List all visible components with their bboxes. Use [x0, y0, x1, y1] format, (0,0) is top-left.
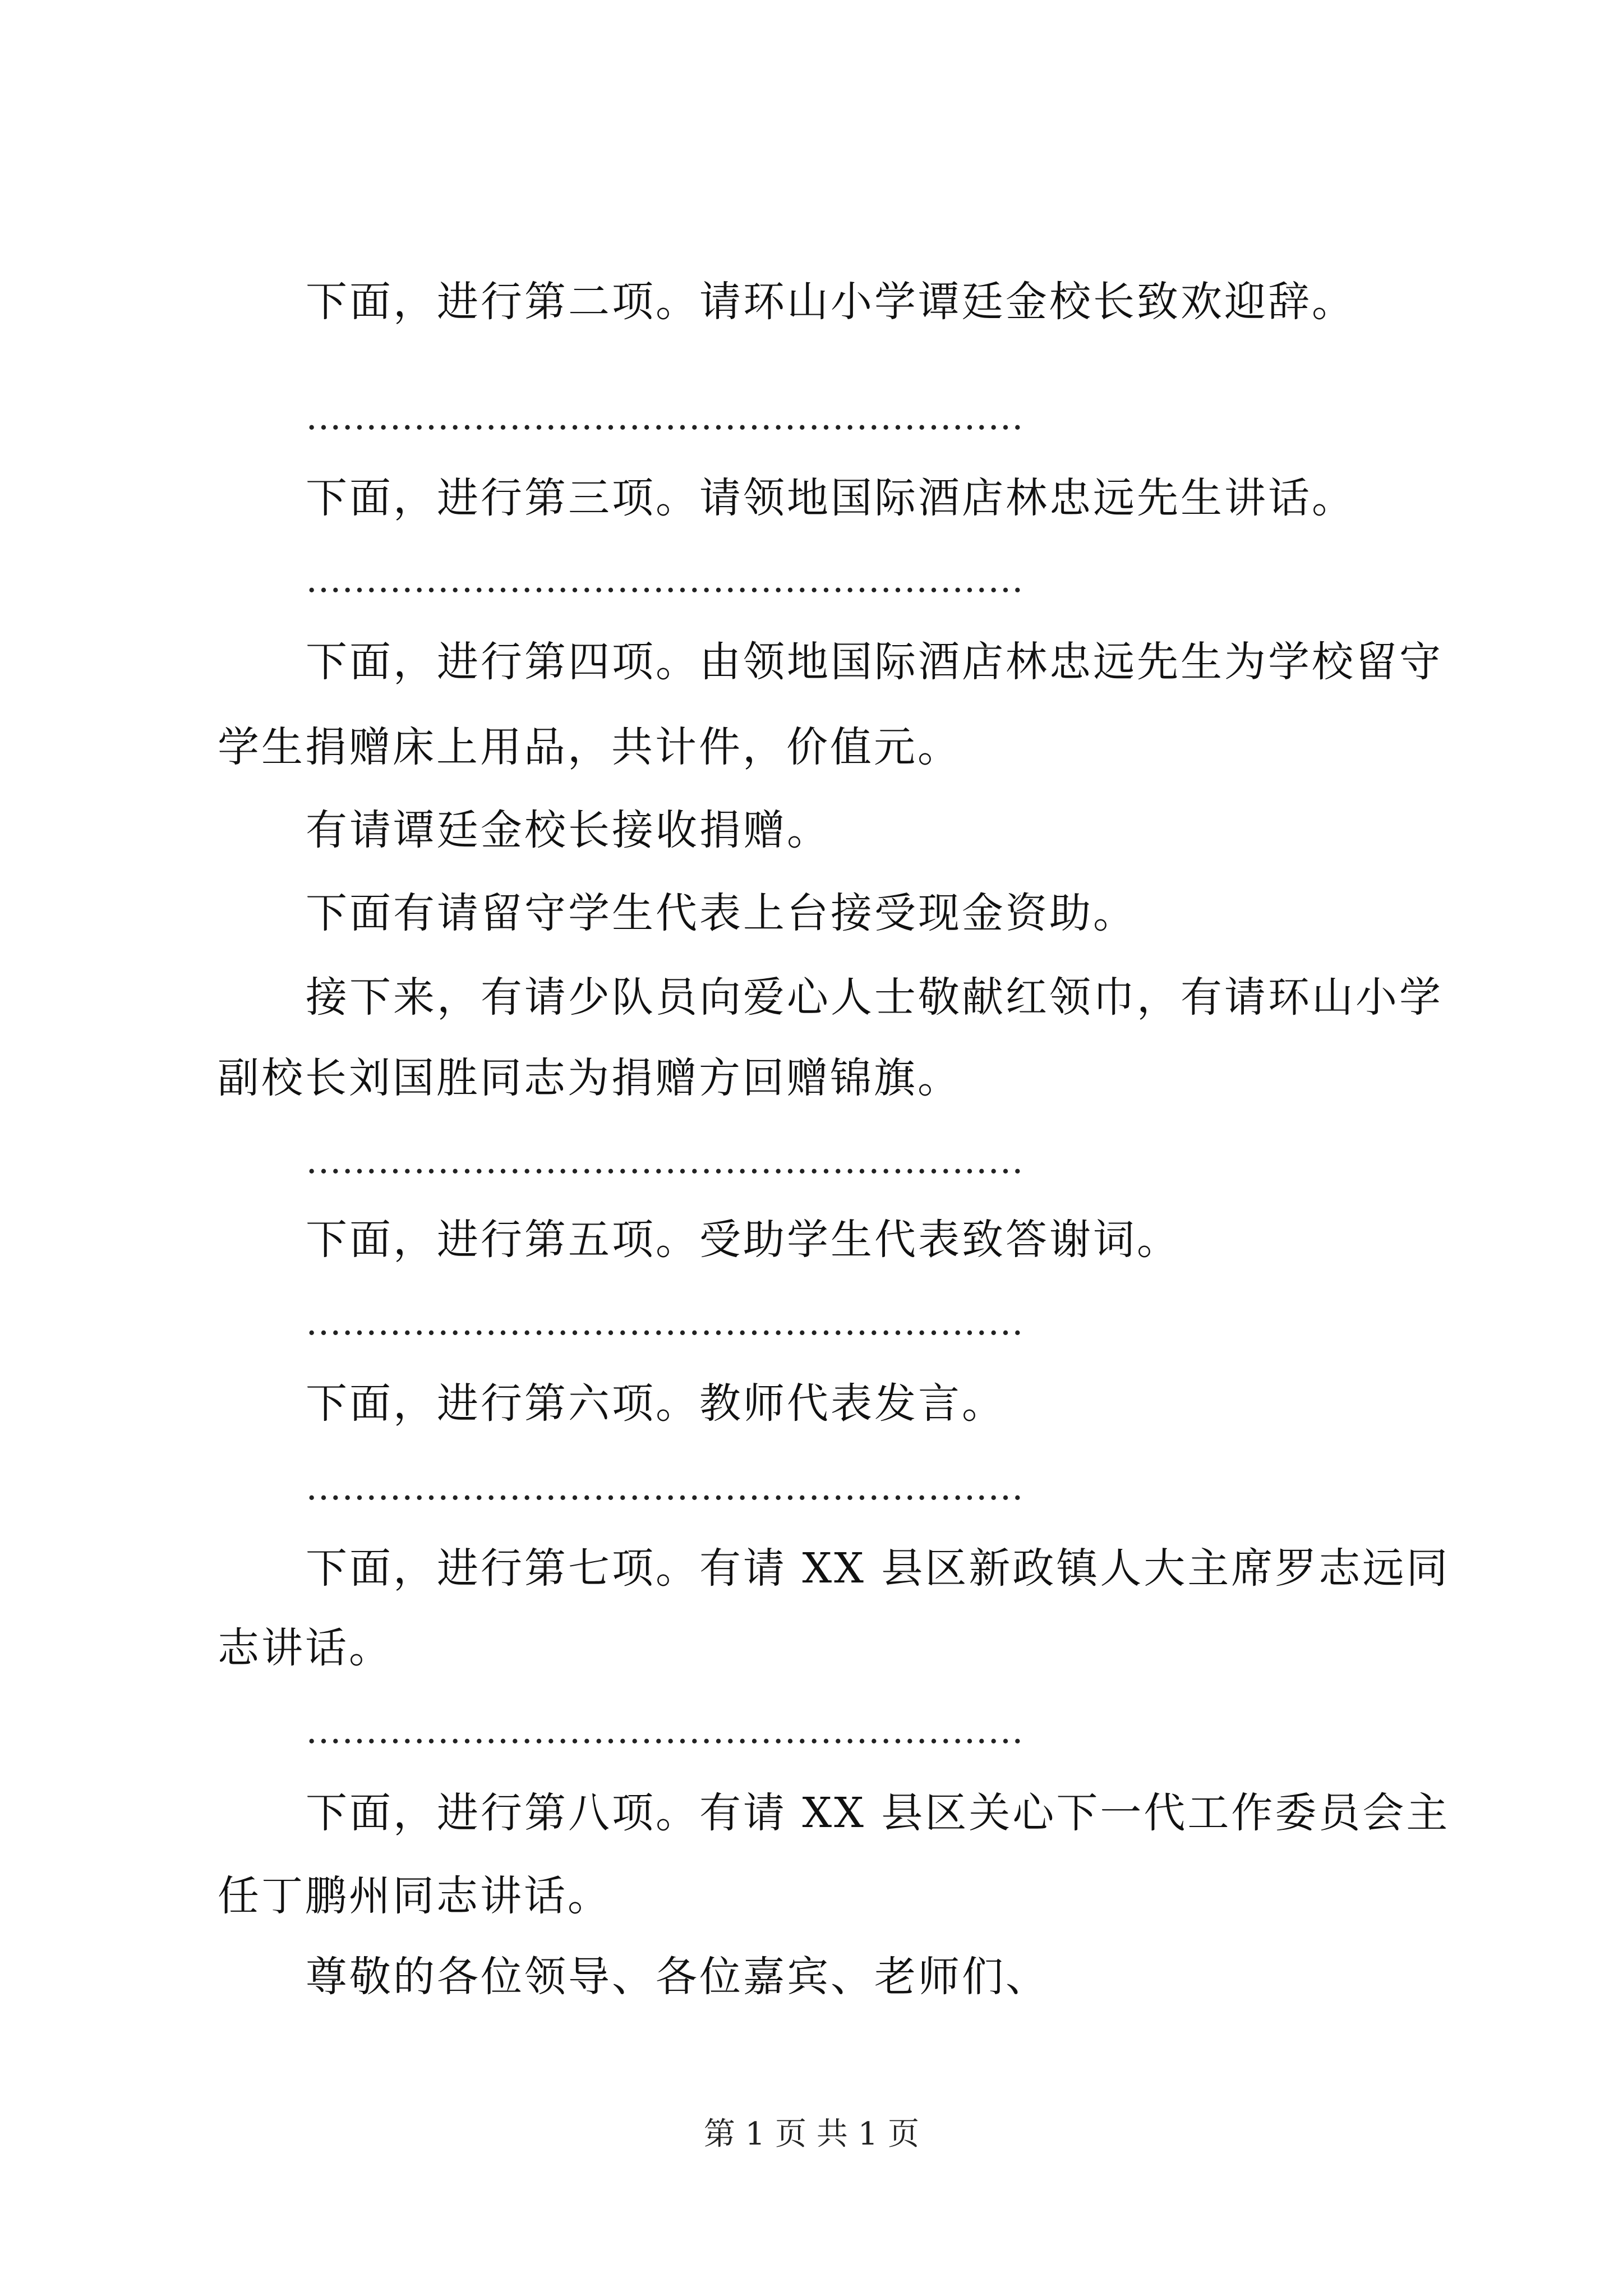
paragraph-item-4-line-1: 下面，进行第四项。由领地国际酒店林忠远先生为学校留守 — [306, 638, 1443, 686]
paragraph-item-7-line-2: 志讲话。 — [218, 1624, 393, 1672]
paragraph-red-scarf-line-1: 接下来，有请少队员向爱心人士敬献红领巾，有请环山小学 — [306, 973, 1443, 1022]
paragraph-item-7-line-1: 下面，进行第七项。有请 XX 县区新政镇人大主席罗志远同 — [306, 1544, 1450, 1593]
ellipsis-separator: …………………………………………………… — [306, 1140, 1023, 1182]
ellipsis-separator: …………………………………………………… — [306, 397, 1023, 438]
paragraph-red-scarf-line-2: 副校长刘国胜同志为捐赠方回赠锦旗。 — [218, 1054, 961, 1102]
ellipsis-separator: …………………………………………………… — [306, 1710, 1023, 1752]
paragraph-item-4-line-2: 学生捐赠床上用品，共计件，价值元。 — [218, 723, 961, 771]
ellipsis-separator: …………………………………………………… — [306, 1467, 1023, 1508]
paragraph-item-6: 下面，进行第六项。教师代表发言。 — [306, 1379, 1006, 1428]
paragraph-item-8-line-1: 下面，进行第八项。有请 XX 县区关心下一代工作委员会主 — [306, 1789, 1450, 1837]
paragraph-item-3: 下面，进行第三项。请领地国际酒店林忠远先生讲话。 — [306, 474, 1355, 522]
ellipsis-separator: …………………………………………………… — [306, 559, 1023, 601]
paragraph-item-2: 下面，进行第二项。请环山小学谭廷金校长致欢迎辞。 — [306, 278, 1355, 326]
paragraph-item-5: 下面，进行第五项。受助学生代表致答谢词。 — [306, 1216, 1181, 1264]
paragraph-cash-aid: 下面有请留守学生代表上台接受现金资助。 — [306, 889, 1137, 937]
page-number-footer: 第 1 页 共 1 页 — [703, 2116, 920, 2152]
paragraph-salutation: 尊敬的各位领导、各位嘉宾、老师们、 — [306, 1953, 1049, 2001]
paragraph-accept-donation: 有请谭廷金校长接收捐赠。 — [306, 806, 831, 854]
ellipsis-separator: …………………………………………………… — [306, 1302, 1023, 1343]
paragraph-item-8-line-2: 任丁鹏州同志讲话。 — [218, 1872, 611, 1920]
